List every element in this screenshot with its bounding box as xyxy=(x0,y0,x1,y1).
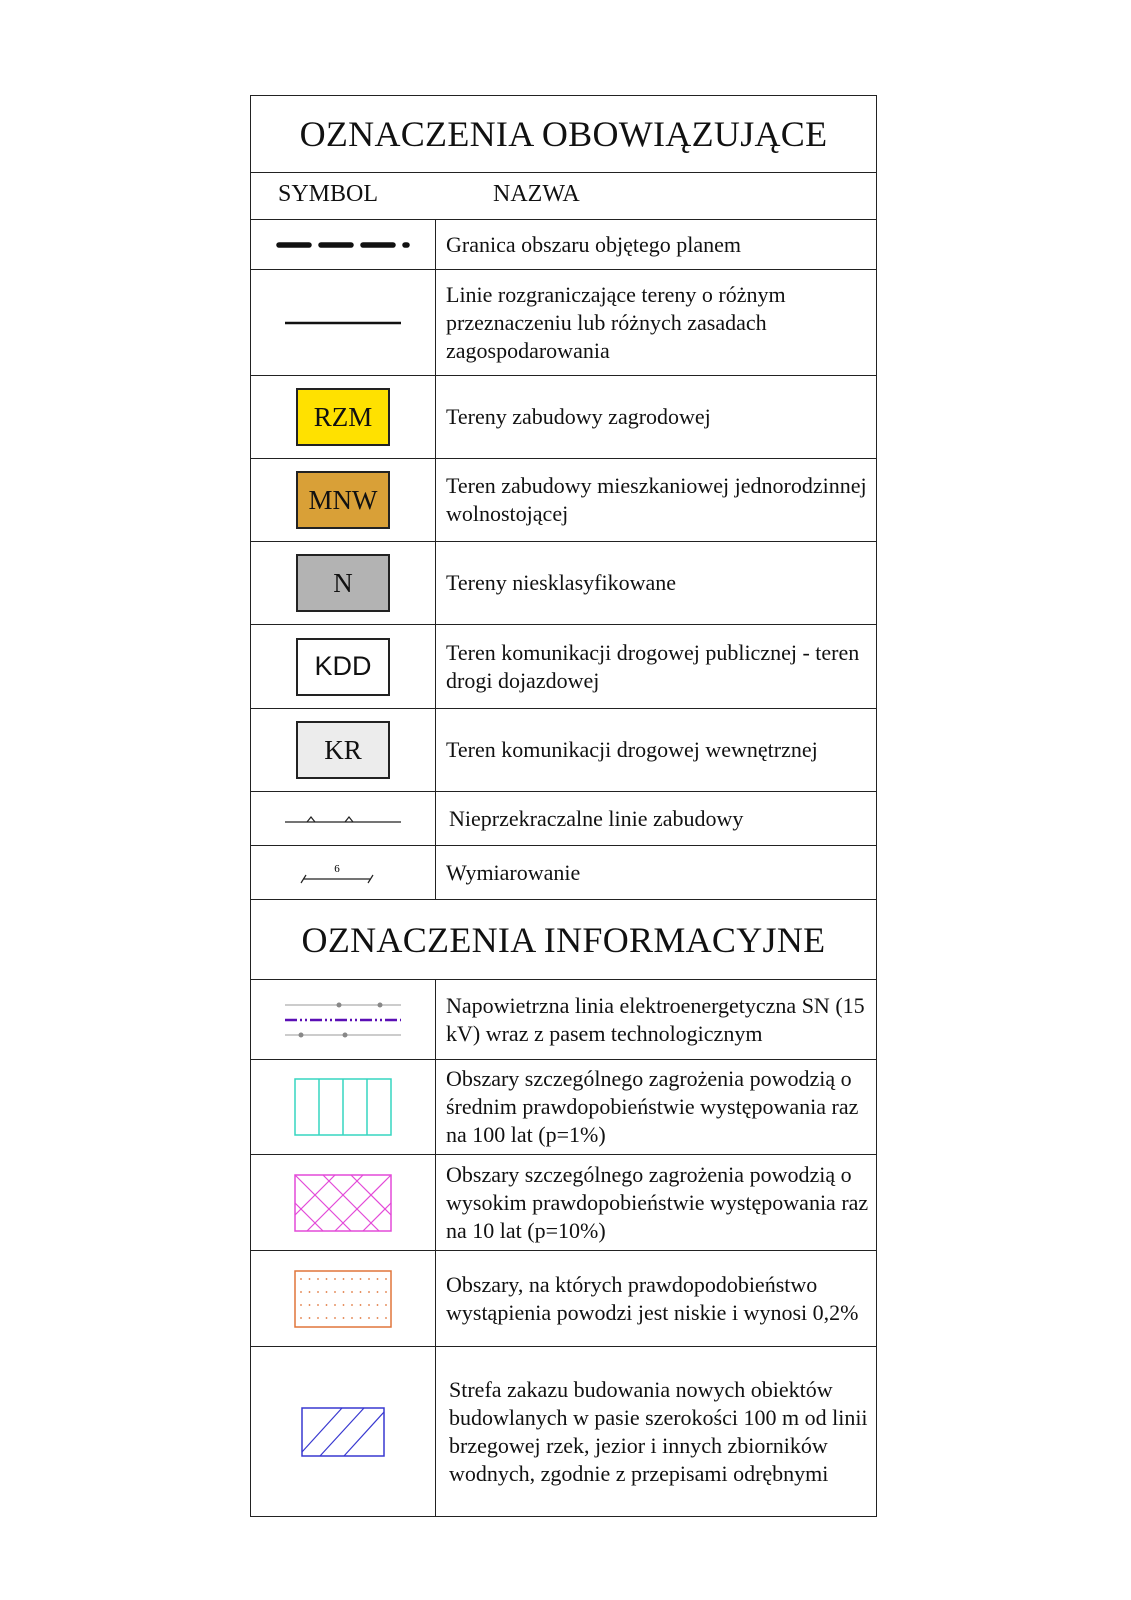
n-symbol-box: N xyxy=(296,554,390,612)
mnw-label: Teren zabudowy mieszkaniowej jednorodzinnej wolnostojącej xyxy=(446,473,867,526)
flood-low-dot xyxy=(309,1278,311,1280)
flood-low-dot xyxy=(326,1304,328,1306)
building-lines-label: Nieprzekraczalne linie zabudowy xyxy=(449,805,744,831)
dimension-value: 6 xyxy=(334,862,340,875)
flood-low-dot xyxy=(317,1304,319,1306)
flood-low-dot xyxy=(334,1278,336,1280)
flood-10pct-crosshatch-symbol xyxy=(251,1155,435,1250)
flood-low-dot xyxy=(368,1278,370,1280)
flood-low-dot xyxy=(300,1304,302,1306)
mandatory-section-title-row xyxy=(251,96,876,173)
flood-low-dot xyxy=(334,1304,336,1306)
kr-label: Teren komunikacji drogowej wewnętrznej xyxy=(446,737,818,762)
flood-low-dot xyxy=(360,1291,362,1293)
n-label: Tereny niesklasyfikowane xyxy=(446,570,676,595)
flood-low-dot xyxy=(368,1304,370,1306)
flood-low-dot xyxy=(368,1291,370,1293)
flood-low-dot xyxy=(360,1317,362,1319)
flood-low-dot xyxy=(343,1317,345,1319)
flood-low-dot xyxy=(377,1304,379,1306)
kdd-label: Teren komunikacji drogowej publicznej - teren drogi dojazdowej xyxy=(446,639,860,693)
building-line-symbol xyxy=(251,792,435,845)
flood-low-dot xyxy=(343,1278,345,1280)
flood-low-label: Obszary, na których prawdopodobieństwo wystąpienia powodzi jest niskie i wynosi 0,2% xyxy=(446,1271,859,1325)
flood-low-dot xyxy=(351,1278,353,1280)
power-line-symbol xyxy=(251,980,435,1059)
informative-section-title-row xyxy=(251,900,876,980)
legend-row-power-line xyxy=(251,980,876,1060)
flood-low-dot xyxy=(334,1291,336,1293)
flood-low-dot xyxy=(368,1317,370,1319)
flood-low-dot xyxy=(309,1317,311,1319)
flood-low-dot xyxy=(343,1291,345,1293)
flood-low-dot xyxy=(377,1291,379,1293)
flood-low-dot xyxy=(317,1278,319,1280)
flood-low-dot xyxy=(360,1278,362,1280)
legend-row-flood-low xyxy=(251,1251,876,1347)
legend-row-boundary xyxy=(251,220,876,270)
flood-low-dot xyxy=(309,1291,311,1293)
flood-low-dot xyxy=(317,1291,319,1293)
name-column-header: NAZWA xyxy=(493,181,580,207)
flood-low-dot xyxy=(326,1317,328,1319)
flood-low-dotted-symbol xyxy=(251,1251,435,1346)
flood-low-dot xyxy=(377,1278,379,1280)
dividing-lines-label: Linie rozgraniczające tereny o różnym przeznaczeniu lub różnych zasadach zagospodarowania xyxy=(446,281,786,363)
rzm-symbol-box: RZM xyxy=(296,388,390,446)
flood-low-dot xyxy=(300,1278,302,1280)
no-build-zone-label: Strefa zakazu budowania nowych obiektów budowlanych w pasie szerokości 100 m od linii brzegowej rzek, jezior i innych zbiorników wodnych, zgodnie z przepisami odrębnymi xyxy=(449,1376,868,1486)
symbol-column-header: SYMBOL xyxy=(278,181,379,207)
flood-low-dot xyxy=(351,1317,353,1319)
legend-row-rzm xyxy=(251,376,876,459)
boundary-dashed-line-symbol xyxy=(251,220,435,269)
flood-low-dot xyxy=(334,1317,336,1319)
flood-low-dot xyxy=(300,1317,302,1319)
flood-low-dot xyxy=(326,1291,328,1293)
flood-low-dot xyxy=(309,1304,311,1306)
dividing-solid-line-symbol xyxy=(251,270,435,375)
flood-low-dot xyxy=(360,1304,362,1306)
boundary-label: Granica obszaru objętego planem xyxy=(446,231,742,257)
legend-row-building-lines xyxy=(251,792,876,846)
flood-low-dot xyxy=(317,1317,319,1319)
flood-low-dot xyxy=(351,1304,353,1306)
kr-symbol-box: KR xyxy=(296,721,390,779)
mnw-symbol-box: MNW xyxy=(296,471,390,529)
legend-row-flood-10pct xyxy=(251,1155,876,1251)
informative-section-title: OZNACZENIA INFORMACYJNE xyxy=(301,920,826,960)
flood-1pct-hatch-symbol xyxy=(251,1060,435,1154)
mandatory-section-title: OZNACZENIA OBOWIĄZUJĄCE xyxy=(299,114,828,154)
flood-low-dot xyxy=(300,1291,302,1293)
legend-row-kdd xyxy=(251,625,876,709)
power-line-label: Napowietrzna linia elektroenergetyczna SN (15 kV) wraz z pasem technologicznym xyxy=(446,992,865,1046)
flood-10pct-label: Obszary szczególnego zagrożenia powodzią o wysokim prawdopobieństwie występowania raz na 10 lat (p=10%) xyxy=(446,1161,869,1243)
flood-low-dot xyxy=(385,1291,387,1293)
flood-1pct-label: Obszary szczególnego zagrożenia powodzią o średnim prawdopobieństwie występowania raz na 100 lat (p=1%) xyxy=(446,1066,859,1147)
legend-row-dimensioning xyxy=(251,846,876,900)
legend-row-flood-1pct xyxy=(251,1060,876,1155)
legend-row-kr xyxy=(251,709,876,792)
flood-low-dot xyxy=(377,1317,379,1319)
column-header-row xyxy=(251,173,876,220)
flood-low-dot xyxy=(326,1278,328,1280)
flood-low-dot xyxy=(343,1304,345,1306)
legend-row-no-build-zone xyxy=(251,1347,876,1516)
dimensioning-label: Wymiarowanie xyxy=(446,859,581,885)
dimension-symbol xyxy=(251,846,435,899)
legend-row-n xyxy=(251,542,876,625)
legend-row-dividing-lines xyxy=(251,270,876,376)
flood-low-dot xyxy=(351,1291,353,1293)
kdd-symbol-box: KDD xyxy=(296,638,390,696)
no-build-zone-hatch-symbol xyxy=(251,1347,435,1516)
flood-low-dot xyxy=(385,1304,387,1306)
rzm-label: Tereny zabudowy zagrodowej xyxy=(446,404,711,429)
legend-row-mnw xyxy=(251,459,876,542)
legend-table xyxy=(250,95,877,1517)
flood-low-dot xyxy=(385,1317,387,1319)
flood-low-dot xyxy=(385,1278,387,1280)
